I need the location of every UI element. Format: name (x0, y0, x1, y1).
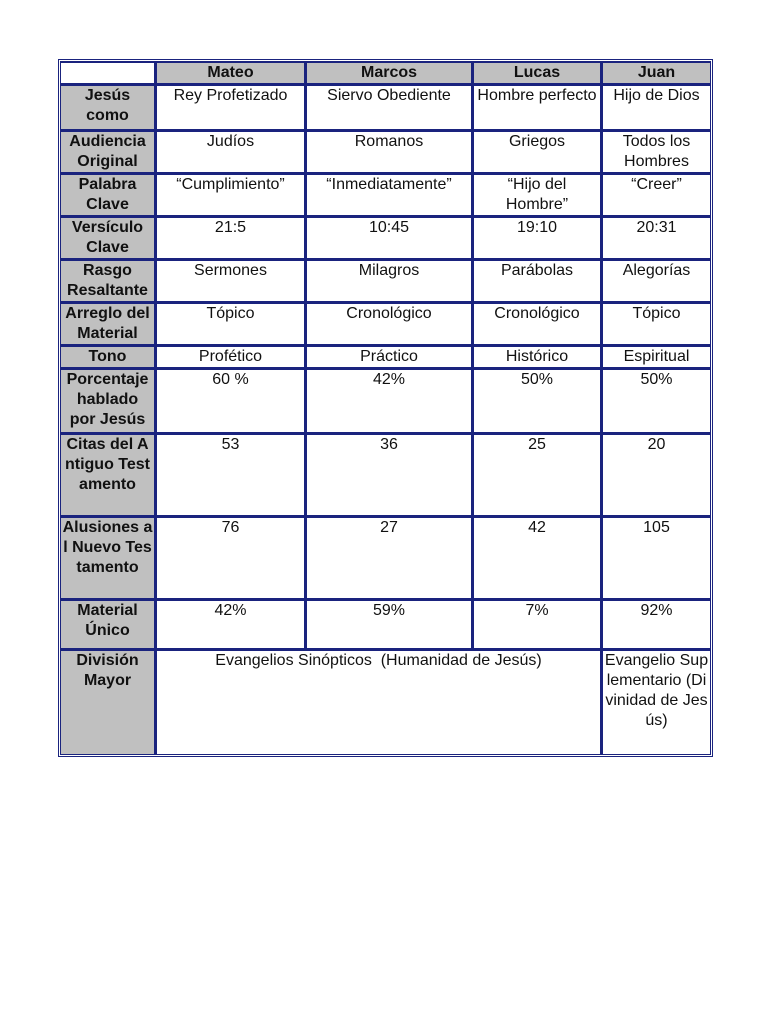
table-cell: 10:45 (305, 216, 472, 259)
row-label: Porcentaje hablado por Jesús (60, 368, 155, 433)
table-row (60, 345, 711, 368)
table-cell: 59% (305, 599, 472, 649)
table-cell: Rey Profetizado (155, 84, 305, 130)
table-row (60, 302, 711, 345)
table-row (60, 84, 711, 130)
column-header-mateo: Mateo (155, 61, 305, 84)
table-cell: 60 % (155, 368, 305, 433)
row-label: Arreglo del Material (60, 302, 155, 345)
table-cell: 7% (472, 599, 601, 649)
table-row (60, 259, 711, 302)
table-cell: Parábolas (472, 259, 601, 302)
table-cell: Todos los Hombres (601, 130, 711, 173)
corner-cell (60, 61, 155, 84)
table-cell: 50% (601, 368, 711, 433)
row-label: Audiencia Original (60, 130, 155, 173)
table-cell: 76 (155, 516, 305, 599)
table-cell: Tópico (601, 302, 711, 345)
table-cell: Milagros (305, 259, 472, 302)
table-cell: 42% (155, 599, 305, 649)
table-cell: Tópico (155, 302, 305, 345)
table-cell: Cronológico (472, 302, 601, 345)
row-label: División Mayor (60, 649, 155, 755)
header-row (60, 61, 711, 84)
table-row (60, 516, 711, 599)
table-cell: 19:10 (472, 216, 601, 259)
table-cell: 36 (305, 433, 472, 516)
table-cell: Sermones (155, 259, 305, 302)
synoptic-gospels-cell: Evangelios Sinópticos (Humanidad de Jesús) (155, 649, 601, 755)
division-row (60, 649, 711, 755)
table-cell: 92% (601, 599, 711, 649)
table-cell: Cronológico (305, 302, 472, 345)
row-label: Material Único (60, 599, 155, 649)
table-row (60, 216, 711, 259)
table-cell: Judíos (155, 130, 305, 173)
table-cell: Hijo de Dios (601, 84, 711, 130)
table-row (60, 433, 711, 516)
row-label: Palabra Clave (60, 173, 155, 216)
column-header-marcos: Marcos (305, 61, 472, 84)
row-label: Rasgo Resaltante (60, 259, 155, 302)
table-cell: “Cumplimiento” (155, 173, 305, 216)
table-cell: 50% (472, 368, 601, 433)
table-cell: Griegos (472, 130, 601, 173)
table-row (60, 173, 711, 216)
row-label: Tono (60, 345, 155, 368)
row-label: Versículo Clave (60, 216, 155, 259)
table-cell: 20 (601, 433, 711, 516)
table-row (60, 130, 711, 173)
column-header-juan: Juan (601, 61, 711, 84)
column-header-lucas: Lucas (472, 61, 601, 84)
table-cell: Alegorías (601, 259, 711, 302)
table-cell: “Inmediatamente” (305, 173, 472, 216)
table-cell: Espiritual (601, 345, 711, 368)
table-cell: Romanos (305, 130, 472, 173)
table-cell: “Creer” (601, 173, 711, 216)
table-cell: Siervo Obediente (305, 84, 472, 130)
row-label: Citas del Antiguo Testamento (60, 433, 155, 516)
table-cell: Histórico (472, 345, 601, 368)
table-cell: 42% (305, 368, 472, 433)
table-cell: “Hijo del Hombre” (472, 173, 601, 216)
table-cell: 53 (155, 433, 305, 516)
table-cell: 105 (601, 516, 711, 599)
row-label: Jesús como (60, 84, 155, 130)
table-cell: 21:5 (155, 216, 305, 259)
supplementary-gospel-cell: Evangelio Suplementario (Divinidad de Jesús) (601, 649, 711, 755)
table-cell: Profético (155, 345, 305, 368)
table-cell: Práctico (305, 345, 472, 368)
table-cell: 27 (305, 516, 472, 599)
comparison-grid (60, 61, 711, 755)
table-cell: 25 (472, 433, 601, 516)
gospels-comparison-table (58, 59, 713, 757)
table-cell: Hombre perfecto (472, 84, 601, 130)
table-cell: 42 (472, 516, 601, 599)
row-label: Alusiones al Nuevo Testamento (60, 516, 155, 599)
table-row (60, 599, 711, 649)
table-cell: 20:31 (601, 216, 711, 259)
table-row (60, 368, 711, 433)
